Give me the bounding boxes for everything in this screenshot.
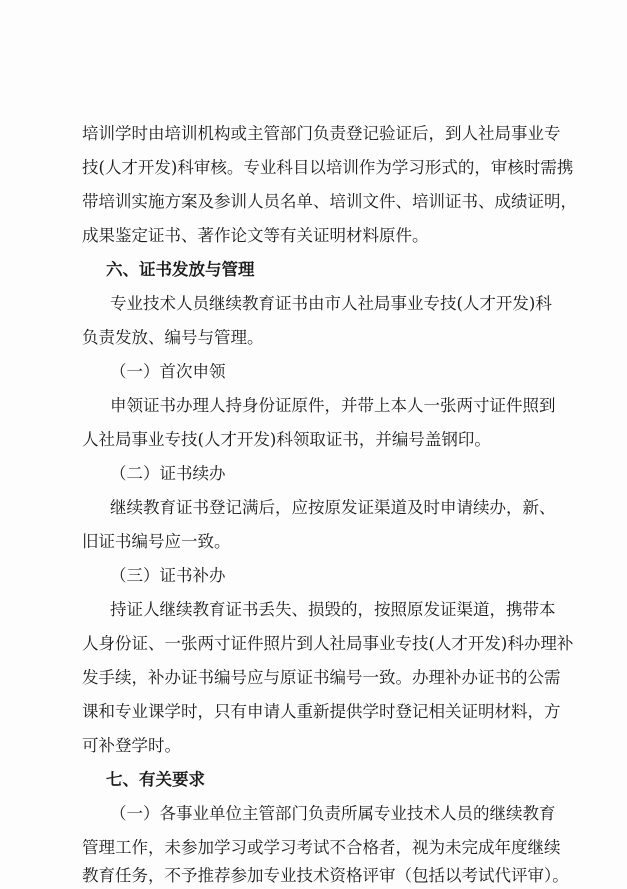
paragraph-line <box>0 863 627 889</box>
line-text: 成果鉴定证书、著作论文等有关证明材料原件。 <box>82 226 429 245</box>
paragraph-line <box>0 631 627 657</box>
line-text: 继续教育证书登记满后，应按原发证渠道及时申请续办，新、 <box>110 498 556 517</box>
line-text: 人社局事业专技(人才开发)科领取证书，并编号盖钢印。 <box>82 430 491 449</box>
heading-text: 六、证书发放与管理 <box>106 260 255 279</box>
line-text: 旧证书编号应一致。 <box>82 532 231 551</box>
line-text: 持证人继续教育证书丢失、损毁的，按照原发证渠道，携带本 <box>110 600 556 619</box>
line-text: 带培训实施方案及参训人员名单、培训文件、培训证书、成绩证明， <box>82 192 577 211</box>
subsection-heading <box>0 461 627 487</box>
line-text: 教育任务，不予推荐参加专业技术资格评审（包括以考试代评审）。 <box>82 866 569 885</box>
paragraph-line <box>0 223 627 249</box>
paragraph-line <box>0 189 627 215</box>
line-text: 申领证书办理人持身份证原件，并带上本人一张两寸证件照到 <box>110 396 556 415</box>
paragraph-line <box>0 529 627 555</box>
line-text: 课和专业课学时，只有申请人重新提供学时登记相关证明材料，方 <box>82 702 561 721</box>
paragraph-line <box>0 155 627 181</box>
line-text: 负责发放、编号与管理。 <box>82 328 264 347</box>
section-heading <box>0 257 627 283</box>
subsection-heading <box>0 359 627 385</box>
line-text: 专业技术人员继续教育证书由市人社局事业专技(人才开发)科 <box>110 294 552 313</box>
line-text: 可补登学时。 <box>82 736 181 755</box>
paragraph-line <box>0 733 627 759</box>
section-heading <box>0 767 627 793</box>
paragraph-line <box>0 393 627 419</box>
paragraph-line <box>0 801 627 827</box>
paragraph-line <box>0 835 627 861</box>
subheading-text: （一）首次申领 <box>110 362 226 381</box>
paragraph-line <box>0 495 627 521</box>
paragraph-line <box>0 699 627 725</box>
paragraph-line <box>0 597 627 623</box>
paragraph-line <box>0 325 627 351</box>
heading-text: 七、有关要求 <box>106 770 205 789</box>
subsection-heading <box>0 563 627 589</box>
paragraph-line <box>0 291 627 317</box>
subheading-text: （三）证书补办 <box>110 566 226 585</box>
paragraph-line <box>0 665 627 691</box>
paragraph-line <box>0 121 627 147</box>
line-text: 培训学时由培训机构或主管部门负责登记验证后，到人社局事业专 <box>82 124 561 143</box>
line-text: 技(人才开发)科审核。专业科目以培训作为学习形式的，审核时需携 <box>82 158 574 177</box>
line-text: （一）各事业单位主管部门负责所属专业技术人员的继续教育 <box>110 804 556 823</box>
line-text: 发手续，补办证书编号应与原证书编号一致。办理补办证书的公需 <box>82 668 561 687</box>
paragraph-line <box>0 427 627 453</box>
line-text: 管理工作，未参加学习或学习考试不合格者，视为未完成年度继续 <box>82 838 561 857</box>
subheading-text: （二）证书续办 <box>110 464 226 483</box>
line-text: 人身份证、一张两寸证件照片到人社局事业专技(人才开发)科办理补 <box>82 634 574 653</box>
